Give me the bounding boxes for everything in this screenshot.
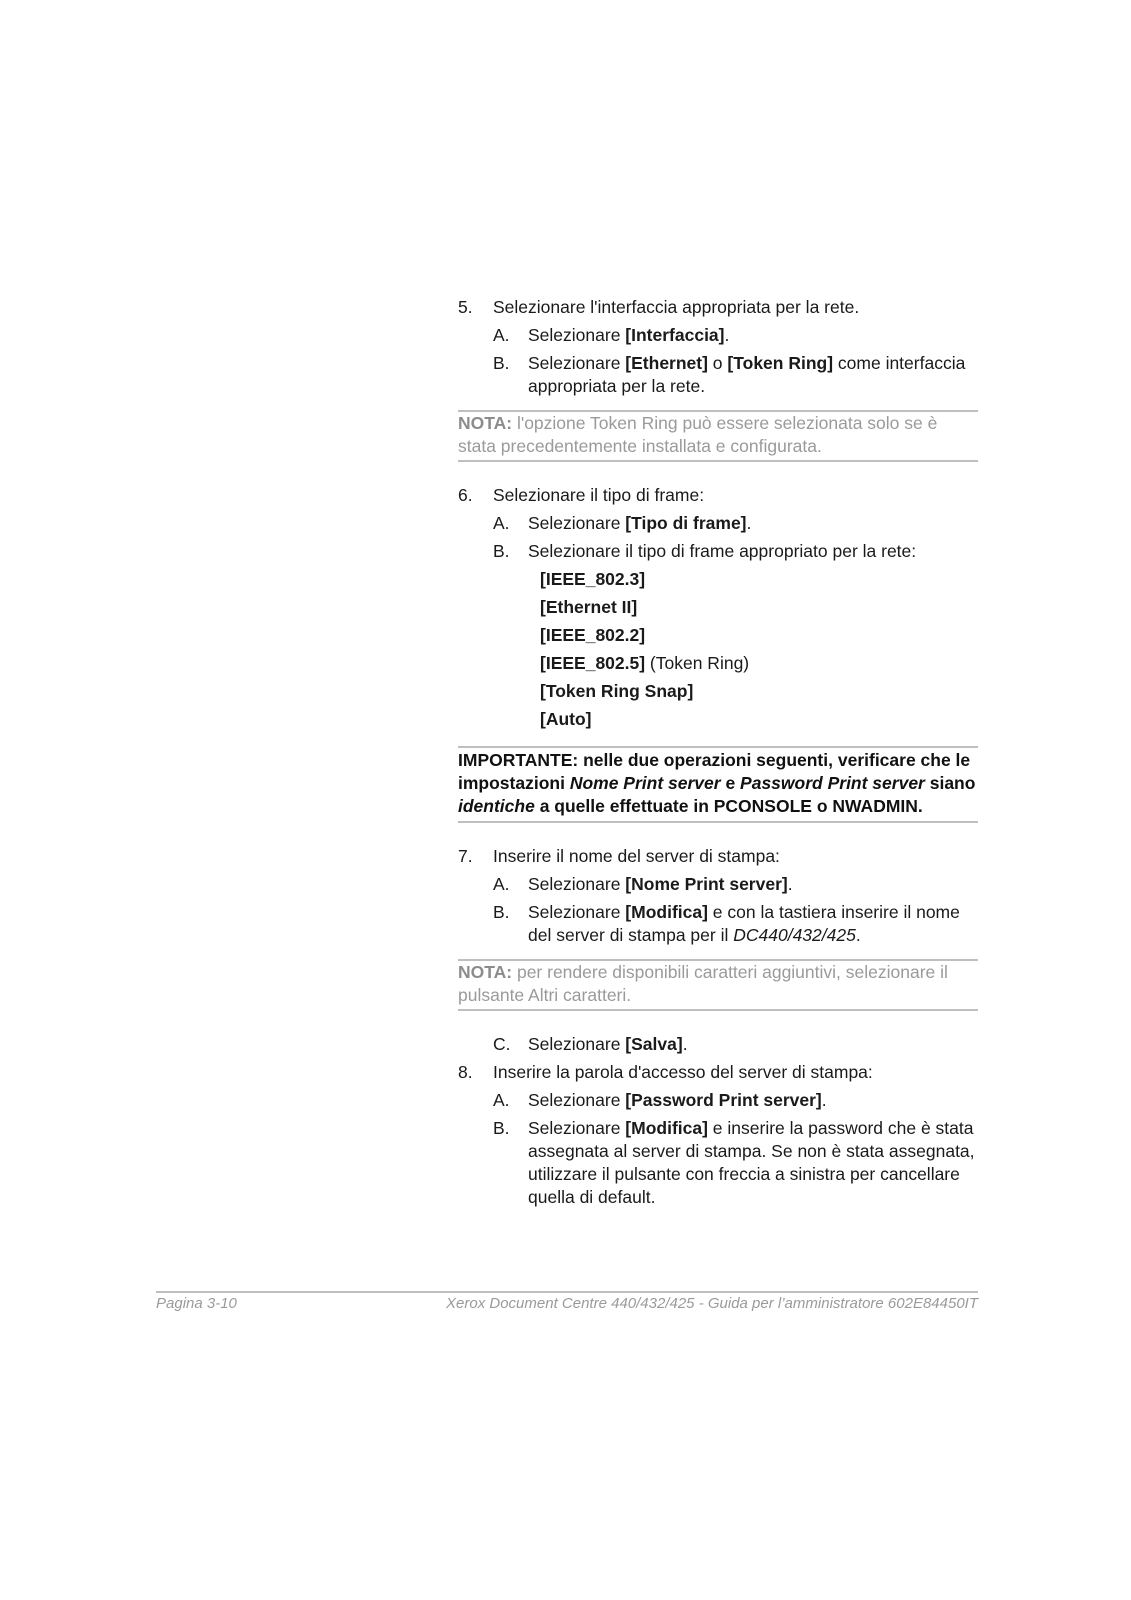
sub-text: Selezionare bbox=[528, 1034, 626, 1054]
sub-text-end: . bbox=[855, 925, 861, 945]
frame-option bbox=[458, 652, 978, 675]
menu-label: [Ethernet] bbox=[625, 353, 708, 373]
option-label: [Token Ring Snap] bbox=[540, 681, 694, 701]
sub-letter: B. bbox=[493, 541, 510, 561]
sub-text-end: come interfaccia appropriata per la rete. bbox=[528, 353, 966, 396]
sub-letter: A. bbox=[493, 325, 510, 345]
page-content bbox=[458, 296, 978, 1214]
document-title: Xerox Document Centre 440/432/425 - Guida per l’amministratore 602E84450IT bbox=[446, 1295, 978, 1312]
step-6-a bbox=[458, 512, 978, 535]
menu-label: [Modifica] bbox=[625, 1118, 708, 1138]
step-5 bbox=[458, 296, 978, 319]
page-number: Pagina 3-10 bbox=[156, 1295, 237, 1312]
sub-text: Selezionare il tipo di frame appropriato per la rete: bbox=[528, 541, 917, 561]
sub-text: Selezionare bbox=[528, 874, 626, 894]
menu-label: [Interfaccia] bbox=[625, 325, 725, 345]
sub-letter: A. bbox=[493, 874, 510, 894]
sub-text-mid: o bbox=[707, 353, 728, 373]
sub-letter: A. bbox=[493, 513, 510, 533]
note-label: NOTA: bbox=[458, 413, 513, 433]
menu-label: [Salva] bbox=[625, 1034, 683, 1054]
frame-option bbox=[458, 624, 978, 647]
menu-label: [Token Ring] bbox=[727, 353, 834, 373]
important-italic: identiche bbox=[458, 796, 535, 816]
option-label: [IEEE_802.2] bbox=[540, 625, 646, 645]
sub-text: Selezionare bbox=[528, 1118, 626, 1138]
sub-text-end: . bbox=[682, 1034, 688, 1054]
important-text: IMPORTANTE: nelle due operazioni seguenti, verificare che le impostazioni bbox=[458, 750, 971, 793]
sub-text: Selezionare bbox=[528, 902, 626, 922]
step-6 bbox=[458, 484, 978, 507]
option-extra: (Token Ring) bbox=[645, 653, 750, 673]
sub-text-end: . bbox=[724, 325, 730, 345]
frame-option bbox=[458, 596, 978, 619]
sub-letter: C. bbox=[493, 1034, 511, 1054]
sub-letter: B. bbox=[493, 353, 510, 373]
frame-option bbox=[458, 680, 978, 703]
step-8-a bbox=[458, 1089, 978, 1112]
menu-label: [Nome Print server] bbox=[625, 874, 788, 894]
important-text: a quelle effettuate in PCONSOLE o NWADMIN. bbox=[534, 796, 923, 816]
step-8-b bbox=[458, 1117, 978, 1209]
page-footer bbox=[156, 1291, 978, 1312]
note-label: NOTA: bbox=[458, 962, 513, 982]
sub-letter: A. bbox=[493, 1090, 510, 1110]
step-text: Inserire il nome del server di stampa: bbox=[493, 846, 780, 866]
step-7-a bbox=[458, 873, 978, 896]
step-number: 6. bbox=[458, 485, 473, 505]
sub-text-end: . bbox=[746, 513, 752, 533]
step-6-b bbox=[458, 540, 978, 563]
note-box bbox=[458, 959, 978, 1011]
note-box bbox=[458, 410, 978, 462]
menu-label: [Modifica] bbox=[625, 902, 708, 922]
step-7-c bbox=[458, 1033, 978, 1056]
important-italic: Nome Print server bbox=[569, 773, 721, 793]
frame-option bbox=[458, 568, 978, 591]
step-text: Inserire la parola d'accesso del server di stampa: bbox=[493, 1062, 873, 1082]
option-label: [Auto] bbox=[540, 709, 592, 729]
step-5-b bbox=[458, 352, 978, 398]
step-5-a bbox=[458, 324, 978, 347]
step-text: Selezionare il tipo di frame: bbox=[493, 485, 705, 505]
important-box bbox=[458, 746, 978, 823]
important-text: e bbox=[720, 773, 741, 793]
step-7 bbox=[458, 845, 978, 868]
sub-text-end: . bbox=[787, 874, 793, 894]
step-number: 7. bbox=[458, 846, 473, 866]
model-name: DC440/432/425 bbox=[733, 925, 856, 945]
menu-label: [Password Print server] bbox=[625, 1090, 822, 1110]
sub-text-end: . bbox=[821, 1090, 827, 1110]
sub-text-mid: e con la tastiera inserire il nome del server di stampa per il bbox=[528, 902, 960, 945]
option-label: [IEEE_802.5] bbox=[540, 653, 646, 673]
step-number: 5. bbox=[458, 297, 473, 317]
sub-text-end: e inserire la password che è stata assegnata al server di stampa. Se non è stata assegnata, utilizzare il pulsante con freccia a sinistra per cancellare quella di default. bbox=[528, 1118, 975, 1207]
sub-text: Selezionare bbox=[528, 1090, 626, 1110]
sub-letter: B. bbox=[493, 902, 510, 922]
important-text: siano bbox=[924, 773, 976, 793]
option-label: [IEEE_802.3] bbox=[540, 569, 646, 589]
sub-letter: B. bbox=[493, 1118, 510, 1138]
sub-text: Selezionare bbox=[528, 353, 626, 373]
step-7-b bbox=[458, 901, 978, 947]
option-label: [Ethernet II] bbox=[540, 597, 638, 617]
menu-label: [Tipo di frame] bbox=[625, 513, 747, 533]
frame-option bbox=[458, 708, 978, 731]
important-italic: Password Print server bbox=[740, 773, 925, 793]
note-text: per rendere disponibili caratteri aggiuntivi, selezionare il pulsante Altri caratteri. bbox=[458, 962, 948, 1005]
step-8 bbox=[458, 1061, 978, 1084]
note-text: l'opzione Token Ring può essere selezionata solo se è stata precedentemente installata e configurata. bbox=[458, 413, 938, 456]
sub-text: Selezionare bbox=[528, 325, 626, 345]
sub-text: Selezionare bbox=[528, 513, 626, 533]
step-text: Selezionare l'interfaccia appropriata per la rete. bbox=[493, 297, 860, 317]
step-number: 8. bbox=[458, 1062, 473, 1082]
